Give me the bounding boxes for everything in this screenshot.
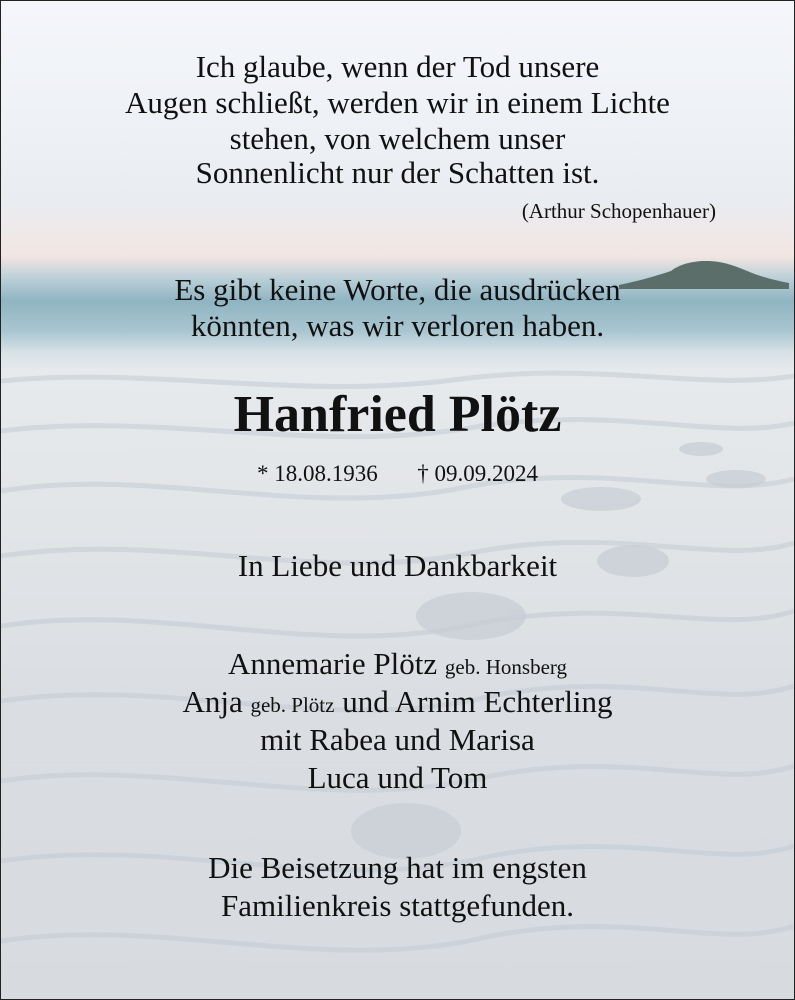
quote-line-2: Augen schließt, werden wir in einem Lichte	[125, 85, 670, 120]
mourner-line-3: mit Rabea und Marisa	[260, 722, 535, 757]
mourner-rest-2: und Arnim Echterling	[342, 684, 613, 719]
quote-line-4: Sonnenlicht nur der Schatten ist.	[195, 155, 600, 190]
mourner-nee-1: geb. Honsberg	[444, 655, 568, 679]
quote-line-1: Ich glaube, wenn der Tod unsere	[195, 49, 600, 84]
quote-author: (Arthur Schopenhauer)	[521, 199, 716, 223]
life-dates	[1, 461, 794, 487]
mourner-nee-2: geb. Plötz	[250, 693, 335, 717]
mourner-name-1: Annemarie Plötz	[227, 646, 438, 681]
birth-date: * 18.08.1936	[257, 461, 378, 486]
burial-line-1: Die Beisetzung hat im engsten	[208, 850, 587, 885]
mourner-line-1	[1, 645, 794, 686]
mourner-name-2: Anja	[182, 684, 243, 719]
verse-line-2: könnten, was wir verloren haben.	[190, 308, 605, 343]
dedication: In Liebe und Dankbarkeit	[237, 548, 558, 583]
mourner-line-4: Luca und Tom	[307, 760, 488, 795]
quote-line-3: stehen, von welchem unser	[229, 121, 566, 156]
verse-line-1: Es gibt keine Worte, die ausdrücken	[174, 272, 621, 307]
deceased-name: Hanfried Plötz	[233, 386, 562, 443]
death-date: † 09.09.2024	[417, 461, 538, 486]
burial-line-2: Familienkreis stattgefunden.	[221, 888, 574, 923]
mourner-line-2	[1, 683, 794, 724]
